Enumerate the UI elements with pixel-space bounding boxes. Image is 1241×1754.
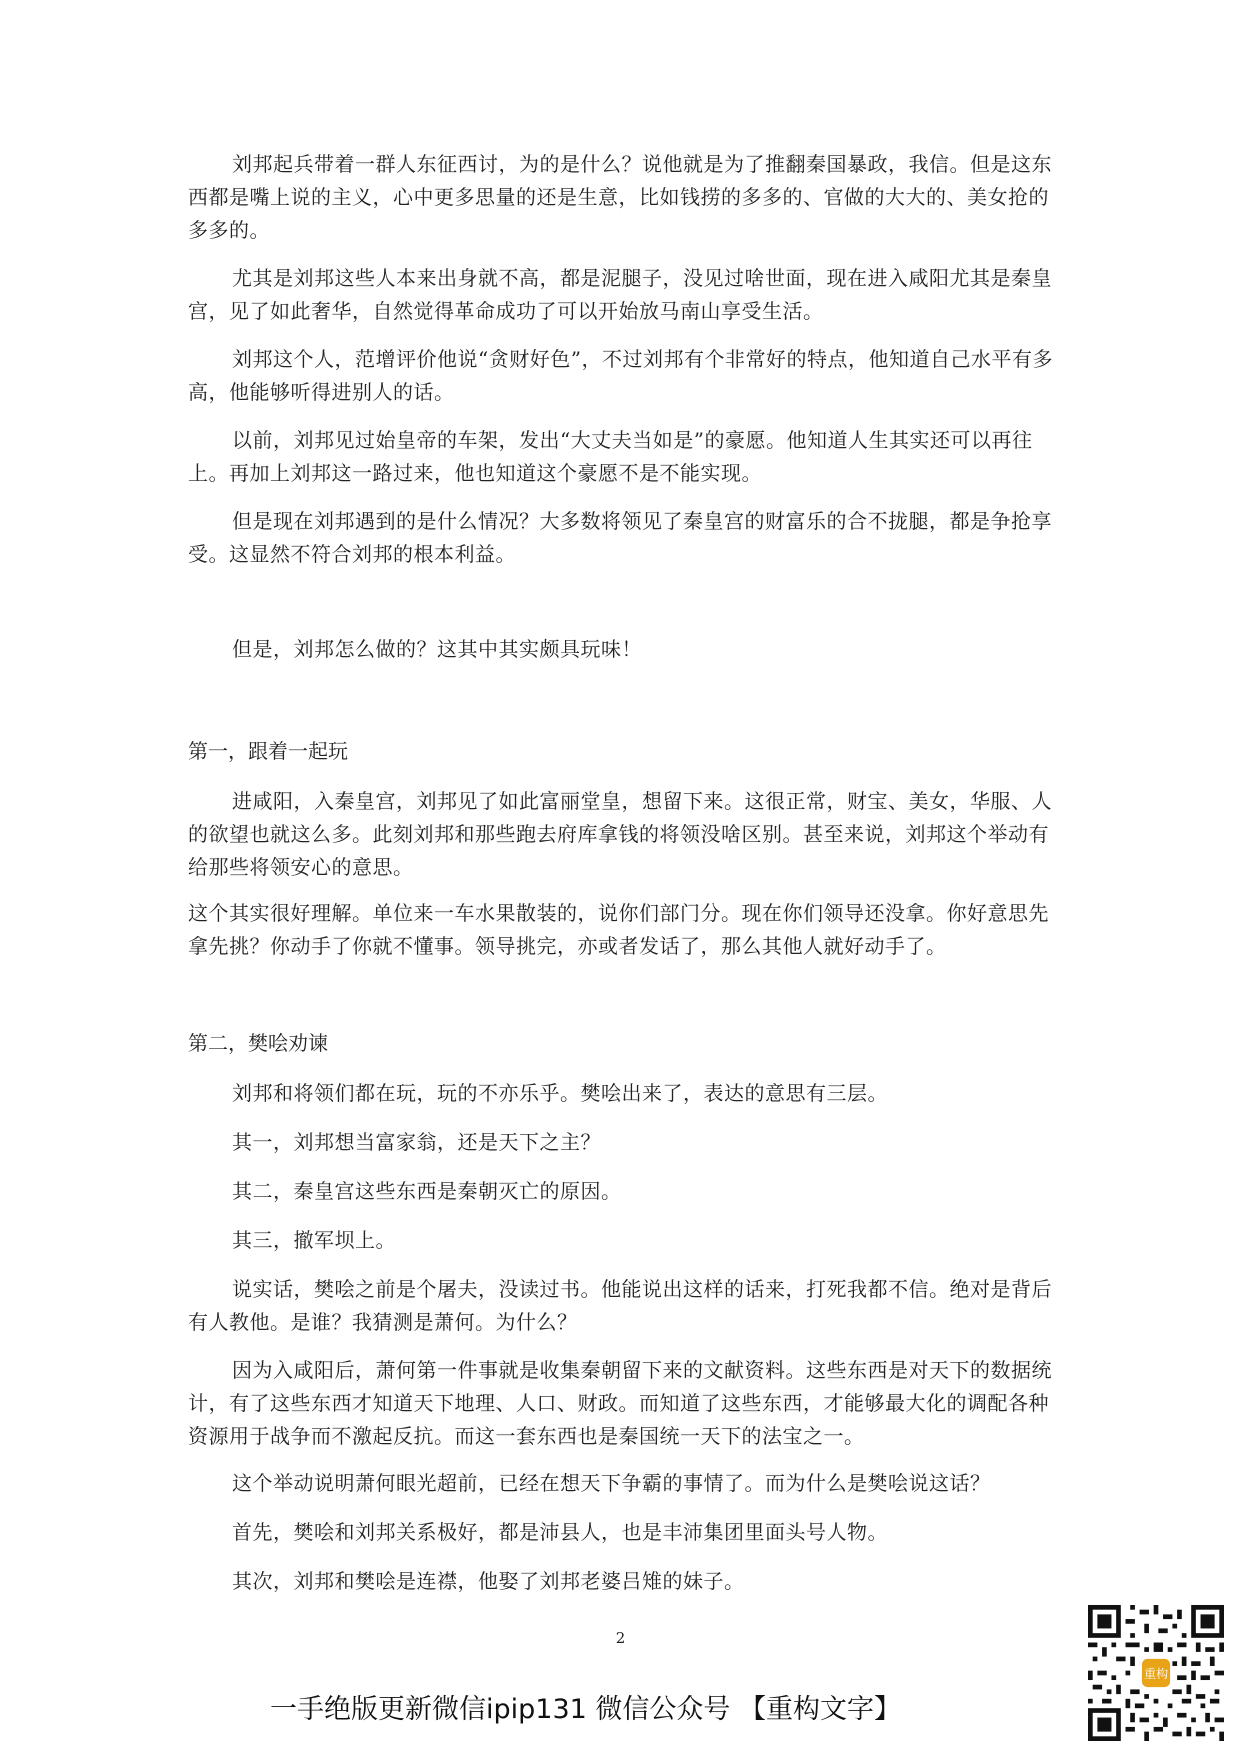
section-heading-2: 第二，樊哙劝谏 (188, 1031, 328, 1055)
section-heading-1: 第一，跟着一起玩 (188, 739, 348, 763)
paragraph-9: 刘邦和将领们都在玩，玩的不亦乐乎。樊哙出来了，表达的意思有三层。 (232, 1081, 888, 1105)
paragraph-1: 刘邦起兵带着一群人东征西讨，为的是什么？说他就是为了推翻秦国暴政，我信。但是这东西都是嘴上说的主义，心中更多思量的还是生意，比如钱捞的多多的、官做的大大的、美女抢的多多的。 (188, 152, 1052, 242)
paragraph-7: 进咸阳，入秦皇宫，刘邦见了如此富丽堂皇，想留下来。这很正常，财宝、美女，华服、人的欲望也就这么多。此刻刘邦和那些跑去府库拿钱的将领没啥区别。甚至来说，刘邦这个举动有给那些将领安心的意思。 (188, 789, 1052, 879)
paragraph-3: 刘邦这个人，范增评价他说“贪财好色”，不过刘邦有个非常好的特点，他知道自己水平有多高，他能够听得进别人的话。 (188, 347, 1053, 404)
paragraph-16: 首先，樊哙和刘邦关系极好，都是沛县人，也是丰沛集团里面头号人物。 (232, 1520, 888, 1544)
paragraph-11: 其二，秦皇宫这些东西是秦朝灭亡的原因。 (232, 1179, 622, 1203)
paragraph-5: 但是现在刘邦遇到的是什么情况？大多数将领见了秦皇宫的财富乐的合不拢腿，都是争抢享受。这显然不符合刘邦的根本利益。 (188, 509, 1052, 566)
paragraph-17: 其次，刘邦和樊哙是连襟，他娶了刘邦老婆吕雉的妹子。 (232, 1569, 745, 1593)
paragraph-6: 但是，刘邦怎么做的？这其中其实颇具玩味！ (232, 637, 642, 661)
paragraph-4: 以前，刘邦见过始皇帝的车架，发出“大丈夫当如是”的豪愿。他知道人生其实还可以再往上。再加上刘邦这一路过来，他也知道这个豪愿不是不能实现。 (188, 428, 1033, 485)
paragraph-2: 尤其是刘邦这些人本来出身就不高，都是泥腿子，没见过啥世面，现在进入咸阳尤其是秦皇宫，见了如此奢华，自然觉得革命成功了可以开始放马南山享受生活。 (188, 266, 1052, 323)
qr-badge-label: 重构 (1143, 1667, 1169, 1682)
qr-code-icon (1088, 1605, 1224, 1741)
footer-watermark-text: 一手绝版更新微信ipip131 微信公众号 【重构文字】 (270, 1694, 901, 1725)
paragraph-14: 因为入咸阳后，萧何第一件事就是收集秦朝留下来的文献资料。这些东西是对天下的数据统计，有了这些东西才知道天下地理、人口、财政。而知道了这些东西，才能够最大化的调配各种资源用于战争而不激起反抗。而这一套东西也是秦国统一天下的法宝之一。 (188, 1358, 1052, 1448)
paragraph-15: 这个举动说明萧何眼光超前，已经在想天下争霸的事情了。而为什么是樊哙说这话？ (232, 1471, 991, 1495)
paragraph-12: 其三，撤军坝上。 (232, 1228, 396, 1252)
paragraph-13: 说实话，樊哙之前是个屠夫，没读过书。他能说出这样的话来，打死我都不信。绝对是背后有人教他。是谁？我猜测是萧何。为什么？ (188, 1277, 1052, 1334)
page-number: 2 (615, 1629, 626, 1647)
paragraph-8: 这个其实很好理解。单位来一车水果散装的，说你们部门分。现在你们领导还没拿。你好意思先拿先挑？你动手了你就不懂事。领导挑完，亦或者发话了，那么其他人就好动手了。 (188, 901, 1049, 958)
paragraph-10: 其一，刘邦想当富家翁，还是天下之主？ (232, 1130, 601, 1154)
